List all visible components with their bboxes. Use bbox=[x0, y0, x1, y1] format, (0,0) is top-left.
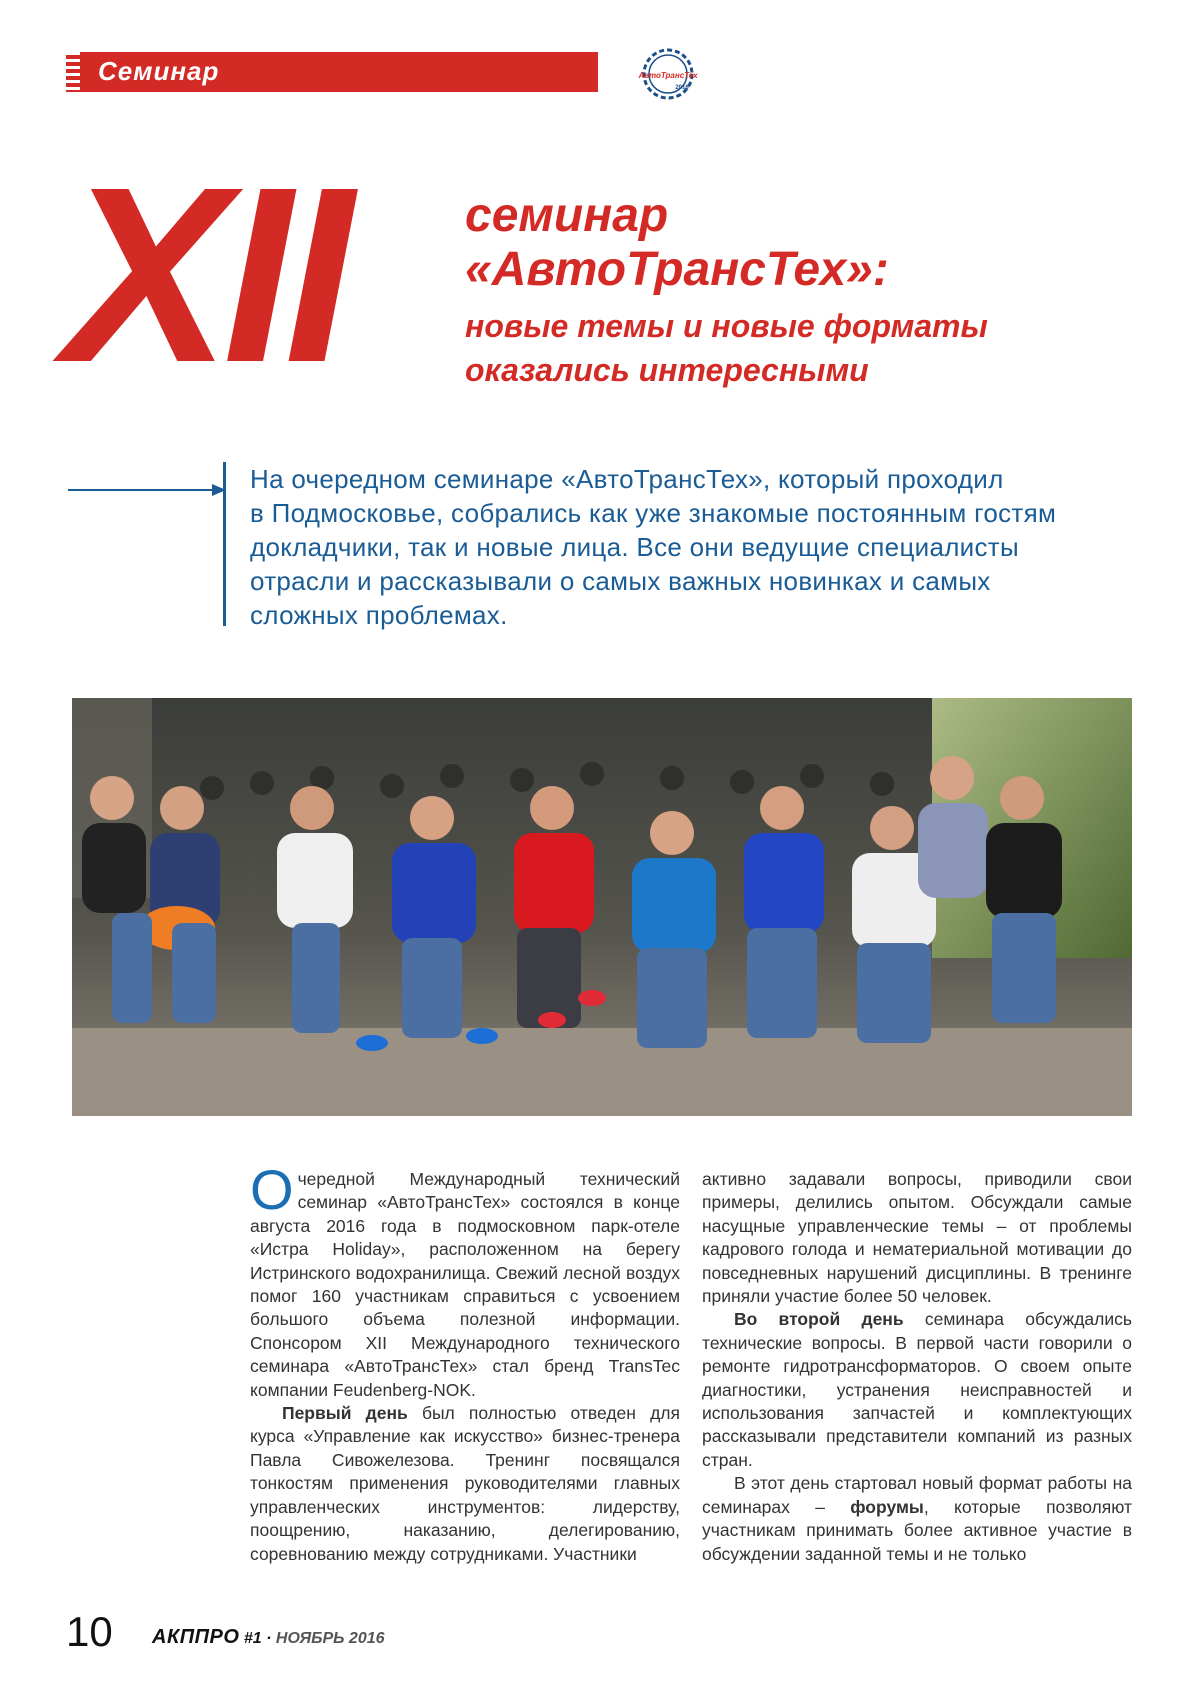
lead-line: сложных проблемах. bbox=[250, 600, 508, 630]
drop-cap: О bbox=[250, 1158, 294, 1221]
article-paragraph bbox=[702, 1308, 1132, 1472]
headline bbox=[465, 190, 988, 392]
lead-divider bbox=[223, 462, 226, 626]
emphasis: Во второй день bbox=[734, 1309, 904, 1330]
audience-photo-illustration bbox=[72, 698, 1132, 1116]
article-paragraph bbox=[250, 1402, 680, 1566]
section-stripes bbox=[66, 52, 80, 92]
article-paragraph bbox=[250, 1158, 680, 1402]
arrow-right-icon bbox=[68, 482, 228, 498]
issue-month: НОЯБРЬ 2016 bbox=[275, 1630, 385, 1647]
headline-sub-1: новые темы и новые форматы bbox=[465, 308, 988, 344]
lead-line: в Подмосковье, собрались как уже знакомые постоянным гостям bbox=[250, 498, 1057, 528]
seminar-audience-photo bbox=[72, 698, 1132, 1116]
headline-line-1: семинар bbox=[465, 189, 669, 242]
paragraph-text: чередной Международный технический семинар «АвтоТрансТех» состоялся в конце августа 2016 года в подмосковном парк-отеле «Истра Holiday», расположенном на берегу Истринского водохранилища. Свежий лесной воздух помог 160 участникам справиться с усвоением большого объема полезной информации. Спонсором XII Международного технического семинара «АвтоТрансТех» стал бренд TransTec компании Feudenberg-NOK. bbox=[250, 1169, 680, 1400]
paragraph-text: семинара обсуждались технические вопросы. В первой части говорили о ремонте гидротрансформаторов. О своем опыте диагностики, устранения неисправностей и использования запчастей и комплектующих рассказывали представители компаний из разных стран. bbox=[702, 1309, 1132, 1470]
paragraph-text: был полностью отведен для курса «Управление как искусство» бизнес-тренера Павла Сивожелезова. Тренинг посвящался тонкостям применения руководителями главных управленческих инструментов: лидерству, поощрению, наказанию, делегированию, соревнованию между сотрудниками. Участники bbox=[250, 1403, 680, 1564]
headline-subtitle bbox=[465, 304, 988, 392]
issue-number: #1 · bbox=[243, 1630, 272, 1647]
logo-year: 2016 bbox=[675, 85, 689, 91]
article-paragraph bbox=[702, 1472, 1132, 1566]
lead-line: докладчики, так и новые лица. Все они ведущие специалисты bbox=[250, 532, 1020, 562]
event-logo bbox=[626, 44, 710, 104]
lead-line: отрасли и рассказывали о самых важных новинках и самых bbox=[250, 566, 991, 596]
paragraph-text: В этот день стартовал новый формат работы на семинарах – bbox=[702, 1473, 1132, 1517]
headline-line-2: «АвтоТрансТех»: bbox=[465, 243, 889, 296]
article-paragraph: активно задавали вопросы, приводили свои примеры, делились опытом. Обсуждали самые насущные управленческие темы – от проблемы кадрового голода и нематериальной мотивации до повседневных нарушений дисциплины. В тренинге приняли участие более 50 человек. bbox=[702, 1169, 1132, 1307]
headline-sub-2: оказались интересными bbox=[465, 352, 869, 388]
emphasis: Первый день bbox=[282, 1403, 408, 1424]
paragraph-text: , которые позволяют участникам принимать более активное участие в обсуждении заданной темы и не только bbox=[702, 1496, 1133, 1564]
section-label: Семинар bbox=[98, 56, 220, 86]
article-column-1 bbox=[250, 1158, 680, 1566]
page-number: 10 bbox=[66, 1608, 113, 1655]
gear-logo-icon bbox=[626, 44, 710, 104]
emphasis: форумы bbox=[850, 1496, 924, 1517]
edition-numeral: XII bbox=[64, 135, 346, 414]
section-bar bbox=[66, 52, 598, 92]
lead-line: На очередном семинаре «АвтоТрансТех», который проходил bbox=[250, 464, 1004, 494]
logo-text: АвтоТрансТех bbox=[638, 71, 698, 80]
magazine-brand: АКППРО bbox=[152, 1626, 240, 1648]
lead-paragraph bbox=[250, 462, 1150, 632]
article-column-2 bbox=[702, 1168, 1132, 1566]
magazine-footer bbox=[152, 1626, 385, 1649]
